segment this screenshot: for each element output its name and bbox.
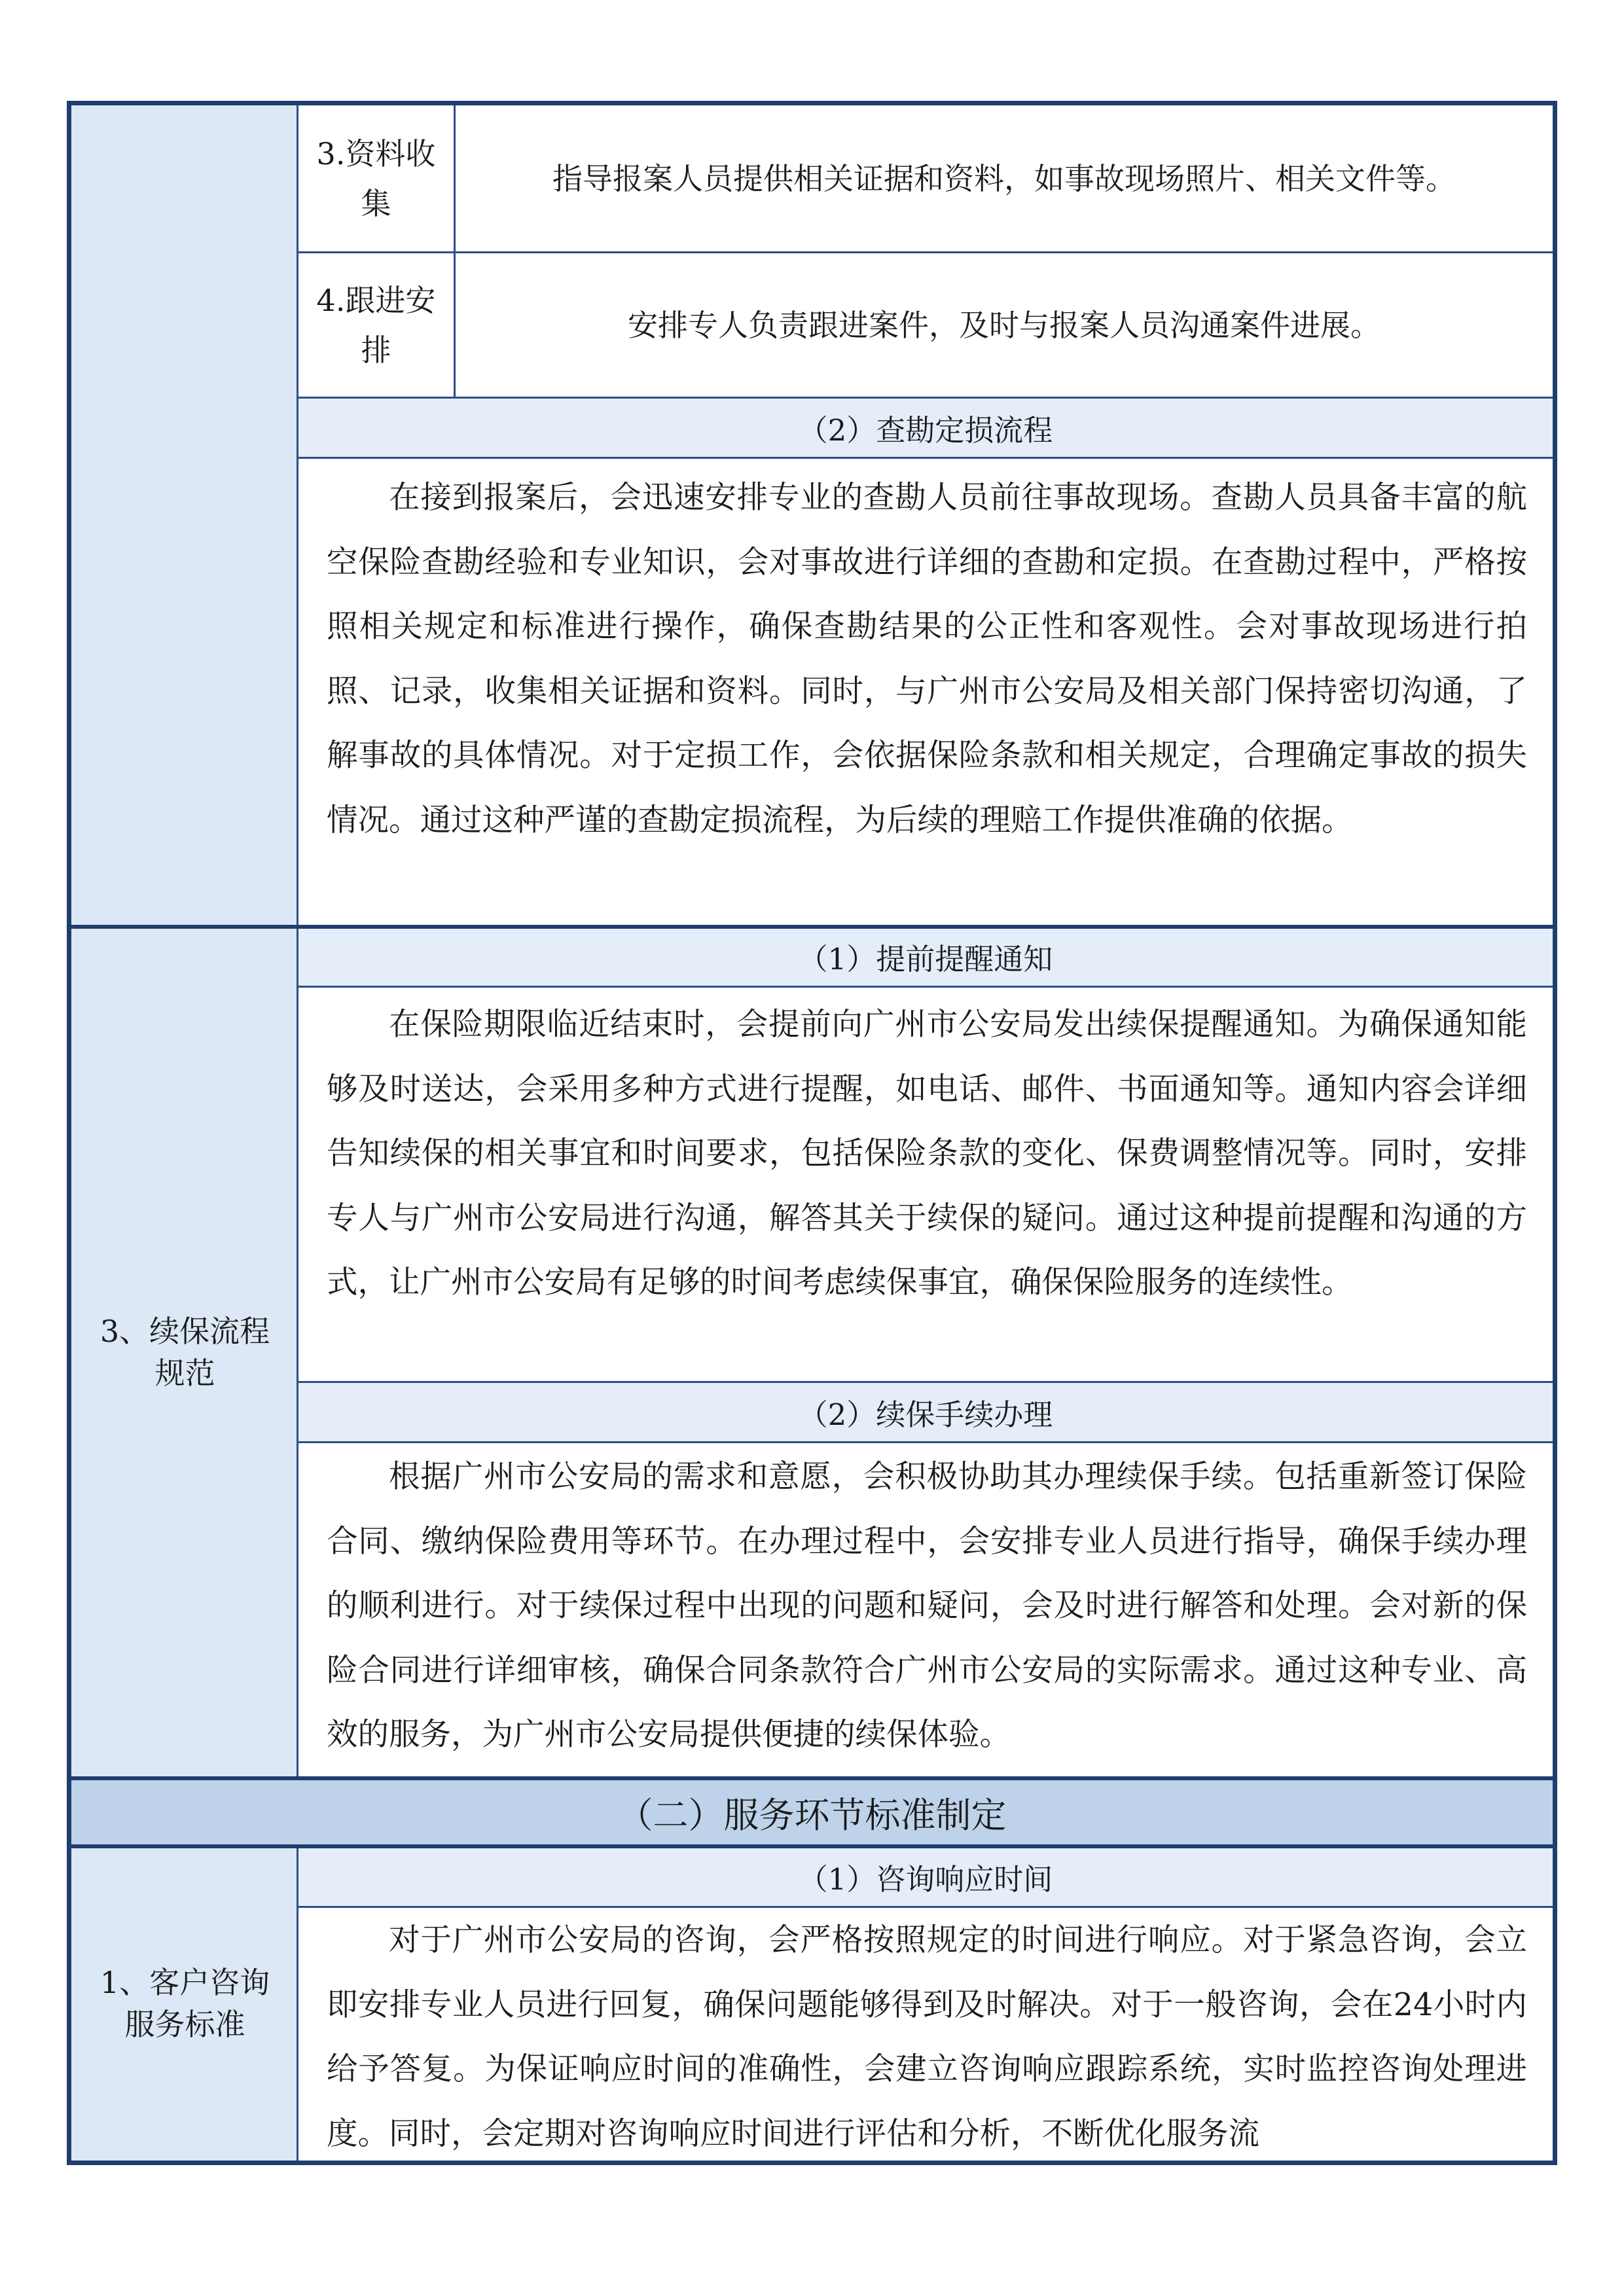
subheader-response: （1）咨询响应时间 bbox=[798, 1861, 1053, 1897]
step-desc-materials: 指导报案人员提供相关证据和资料，如事故现场照片、相关文件等。 bbox=[552, 160, 1456, 196]
subheader-inspection: （2）查勘定损流程 bbox=[798, 412, 1053, 448]
category-renewal: 3、续保流程规范 bbox=[99, 1313, 270, 1391]
service-standards-table bbox=[67, 101, 1557, 2165]
category-consulting: 1、客户咨询服务标准 bbox=[99, 1965, 270, 2042]
procedure-paragraph: 根据广州市公安局的需求和意愿，会积极协助其办理续保手续。包括重新签订保险合同、缴纳保险费用等环节。在办理过程中，会安排专业人员进行指导，确保手续办理的顺利进行。对于续保过程中出现的问题和疑问，会及时进行解答和处理。会对新的保险合同进行详细审核，确保合同条款符合广州市公安局的实际需求。通过这种专业、高效的服务，为广州市公安局提供便捷的续保体验。 bbox=[327, 1459, 1527, 1753]
reminder-paragraph: 在保险期限临近结束时，会提前向广州市公安局发出续保提醒通知。为确保通知能够及时送达，会采用多种方式进行提醒，如电话、邮件、书面通知等。通知内容会详细告知续保的相关事宜和时间要求，包括保险条款的变化、保费调整情况等。同时，安排专人与广州市公安局进行沟通，解答其关于续保的疑问。通过这种提前提醒和沟通的方式，让广州市公安局有足够的时间考虑续保事宜，确保保险服务的连续性。 bbox=[327, 1007, 1527, 1300]
step-label-materials: 3.资料收集 bbox=[316, 135, 436, 221]
subheader-procedure: （2）续保手续办理 bbox=[798, 1397, 1053, 1432]
desc-cell-followup bbox=[456, 253, 1553, 397]
subheader-reminder: （1）提前提醒通知 bbox=[798, 941, 1053, 977]
inspection-paragraph: 在接到报案后，会迅速安排专业的查勘人员前往事故现场。查勘人员具备丰富的航空保险查勘经验和专业知识，会对事故进行详细的查勘和定损。在查勘过程中，严格按照相关规定和标准进行操作，确保查勘结果的公正性和客观性。会对事故现场进行拍照、记录，收集相关证据和资料。同时，与广州市公安局及相关部门保持密切沟通，了解事故的具体情况。对于定损工作，会依据保险条款和相关规定，合理确定事故的损失情况。通过这种严谨的查勘定损流程，为后续的理赔工作提供准确的依据。 bbox=[327, 480, 1527, 838]
step-desc-followup: 安排专人负责跟进案件，及时与报案人员沟通案件进展。 bbox=[628, 308, 1380, 343]
response-paragraph: 对于广州市公安局的咨询，会严格按照规定的时间进行响应。对于紧急咨询，会立即安排专业人员进行回复，确保问题能够得到及时解决。对于一般咨询，会在24小时内给予答复。为保证响应时间的准确性，会建立咨询响应跟踪系统，实时监控咨询处理进度。同时，会定期对咨询响应时间进行评估和分析，不断优化服务流 bbox=[327, 1922, 1527, 2152]
category-cell-claims bbox=[71, 105, 298, 926]
desc-cell-materials bbox=[456, 105, 1553, 251]
step-cell-materials bbox=[298, 105, 454, 251]
category-renewal-wrap bbox=[71, 926, 298, 1778]
category-consulting-wrap bbox=[71, 1846, 298, 2161]
step-cell-followup bbox=[298, 253, 454, 397]
step-label-followup: 4.跟进安排 bbox=[316, 283, 436, 368]
section-title: （二）服务环节标准制定 bbox=[617, 1794, 1007, 1836]
